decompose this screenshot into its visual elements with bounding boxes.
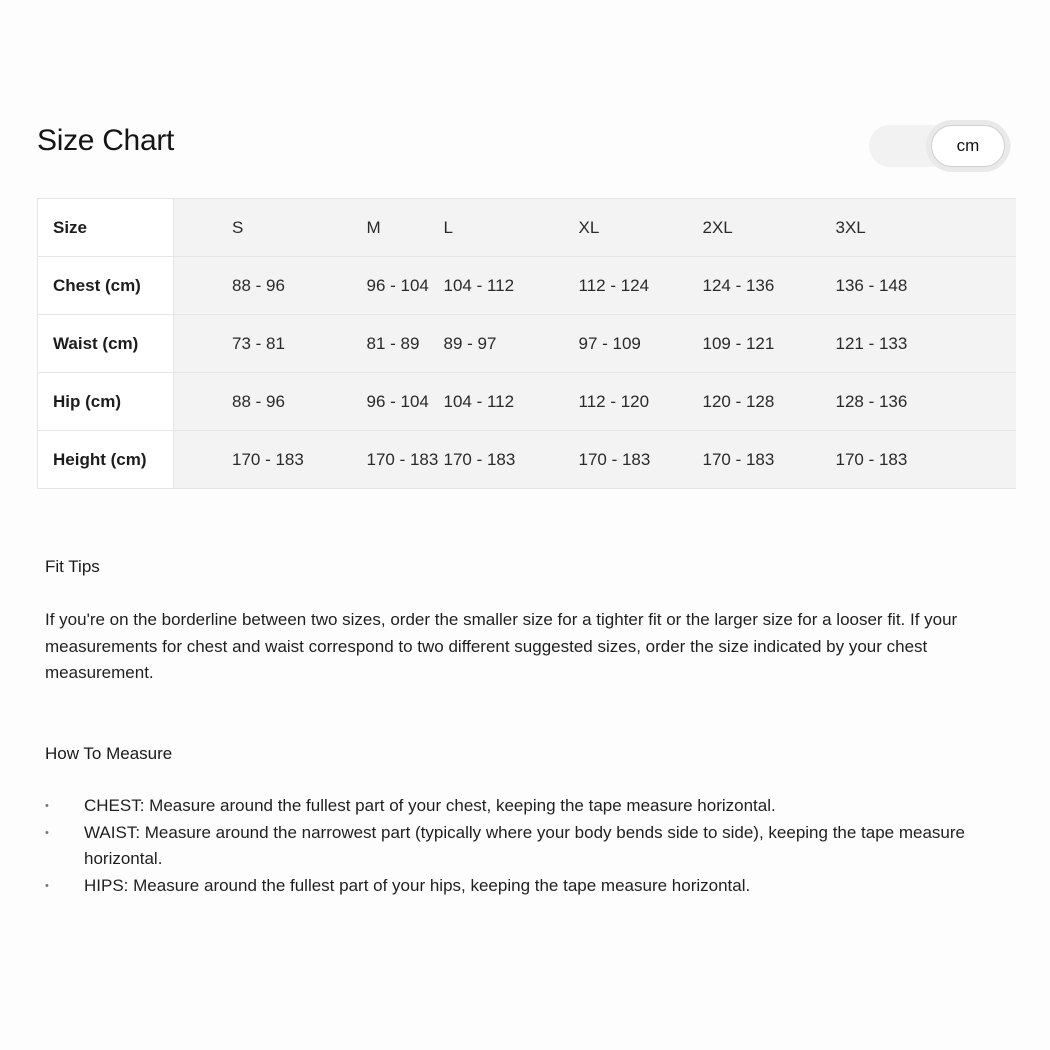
list-item <box>45 873 1010 900</box>
table-cell: 109 - 121 <box>703 315 836 373</box>
unit-toggle[interactable] <box>869 125 1011 167</box>
table-row-height <box>38 431 1017 489</box>
table-cell: 124 - 136 <box>703 257 836 315</box>
measure-list <box>45 793 1010 899</box>
table-row-waist <box>38 315 1017 373</box>
table-cell: 120 - 128 <box>703 373 836 431</box>
unit-option-cm[interactable]: cm <box>931 125 1005 167</box>
table-cell: 88 - 96 <box>174 373 309 431</box>
table-cell: 128 - 136 <box>836 373 1017 431</box>
table-cell: 81 - 89 <box>309 315 444 373</box>
list-item <box>45 793 1010 820</box>
table-cell: 121 - 133 <box>836 315 1017 373</box>
table-cell: 96 - 104 <box>309 257 444 315</box>
row-label: Chest (cm) <box>38 257 174 315</box>
size-header-3xl: 3XL <box>836 199 1017 257</box>
size-header-xl: XL <box>579 199 703 257</box>
table-cell: 170 - 183 <box>703 431 836 489</box>
table-cell: 88 - 96 <box>174 257 309 315</box>
table-cell: 104 - 112 <box>444 373 579 431</box>
size-header-s: S <box>174 199 309 257</box>
row-label: Size <box>38 199 174 257</box>
table-cell: 170 - 183 <box>174 431 309 489</box>
bullet-icon: • <box>45 879 49 892</box>
measure-item-hips: HIPS: Measure around the fullest part of your hips, keeping the tape measure horizontal. <box>84 875 751 895</box>
table-cell: 170 - 183 <box>444 431 579 489</box>
table-cell: 112 - 120 <box>579 373 703 431</box>
measure-item-waist: WAIST: Measure around the narrowest part (typically where your body bends side to side), keeping the tape measure horizontal. <box>84 822 965 868</box>
table-cell: 96 - 104 <box>309 373 444 431</box>
page-title: Size Chart <box>37 124 175 157</box>
table-cell: 97 - 109 <box>579 315 703 373</box>
bullet-icon: • <box>45 826 49 839</box>
size-header-m: M <box>309 199 444 257</box>
size-chart-table <box>37 198 1016 489</box>
table-row-size <box>38 199 1017 257</box>
table-cell: 170 - 183 <box>309 431 444 489</box>
table-cell: 104 - 112 <box>444 257 579 315</box>
table-cell: 89 - 97 <box>444 315 579 373</box>
how-to-measure-heading: How To Measure <box>45 744 173 763</box>
fit-tips-heading: Fit Tips <box>45 557 100 576</box>
table-cell: 73 - 81 <box>174 315 309 373</box>
bullet-icon: • <box>45 800 49 812</box>
fit-tips-text: If you're on the borderline between two sizes, order the smaller size for a tighter fit or the larger size for a looser fit. If your measurements for chest and waist correspond to two different suggested sizes, order the size indicated by your chest measurement. <box>45 610 958 682</box>
table-row-chest <box>38 257 1017 315</box>
row-label: Waist (cm) <box>38 315 174 373</box>
table-cell: 170 - 183 <box>836 431 1017 489</box>
table-cell: 170 - 183 <box>579 431 703 489</box>
table-cell: 112 - 124 <box>579 257 703 315</box>
size-header-l: L <box>444 199 579 257</box>
measure-item-chest: CHEST: Measure around the fullest part of your chest, keeping the tape measure horizontal. <box>84 796 776 815</box>
table-row-hip <box>38 373 1017 431</box>
table-cell: 136 - 148 <box>836 257 1017 315</box>
row-label: Hip (cm) <box>38 373 174 431</box>
list-item <box>45 820 1010 873</box>
size-header-2xl: 2XL <box>703 199 836 257</box>
row-label: Height (cm) <box>38 431 174 489</box>
